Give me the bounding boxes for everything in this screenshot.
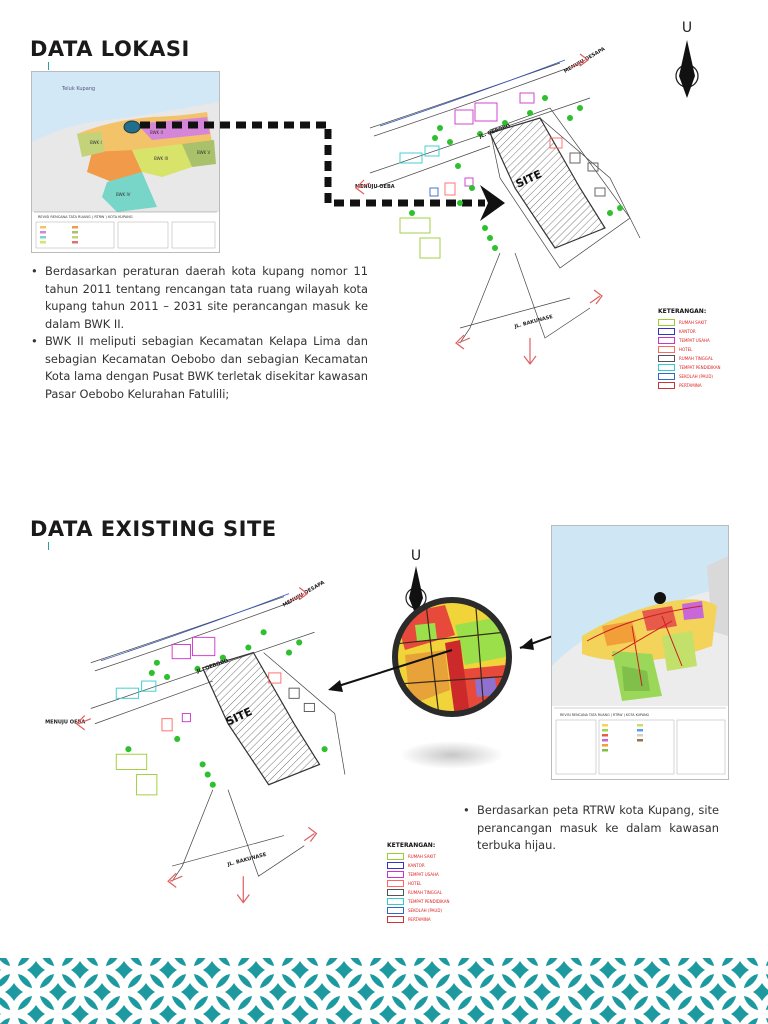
title-accent-tick — [48, 62, 49, 70]
section-title-lokasi: DATA LOKASI — [30, 37, 190, 61]
svg-text:MENUJU OESAPA: MENUJU OESAPA — [563, 46, 607, 75]
legend-title: KETERANGAN: — [387, 842, 436, 849]
svg-text:BWK V: BWK V — [197, 150, 211, 155]
legend-item: TEMPAT PENDIDIKAN — [658, 363, 758, 372]
bullet-list-existing-site — [463, 802, 719, 855]
svg-text:JL. BAKUNASE: JL. BAKUNASE — [226, 851, 268, 868]
legend-item: KANTOR — [658, 327, 758, 336]
legend-box — [658, 308, 758, 390]
legend-item: HOTEL — [387, 879, 487, 888]
site-label: SITE — [513, 167, 544, 191]
north-label: U — [681, 20, 693, 36]
section-title-existing-site: DATA EXISTING SITE — [30, 517, 277, 541]
svg-text:MENUJU OEBA: MENUJU OEBA — [45, 719, 86, 726]
legend-item: TEMPAT USAHA — [658, 336, 758, 345]
legend-item: PERTAMINA — [387, 915, 487, 924]
svg-text:REVISI RENCANA TATA RUANG ( RT: REVISI RENCANA TATA RUANG ( RTRW ) KOTA KUPANG — [560, 713, 650, 717]
legend-item: KANTOR — [387, 861, 487, 870]
bullet-item: • BWK II meliputi sebagian Kecamatan Kelapa Lima dan sebagian Kecamatan Oebobo dan sebagian Kecamatan Kota lama dengan Pusat BWK terletak disekitar kawasan Pasar Oebobo Kelurahan Fatulili; — [31, 333, 368, 403]
legend-item: TEMPAT PENDIDIKAN — [387, 897, 487, 906]
svg-text:JL. OEBOBO: JL. OEBOBO — [478, 123, 512, 140]
rtrw-map-image — [551, 525, 729, 780]
svg-text:MENUJU OEBA: MENUJU OEBA — [355, 184, 395, 190]
svg-text:BWK II: BWK II — [150, 130, 163, 135]
site-label: SITE — [223, 705, 255, 729]
legend-item: PERTAMINA — [658, 381, 758, 390]
legend-item: TEMPAT USAHA — [387, 870, 487, 879]
legend-item: HOTEL — [658, 345, 758, 354]
bullet-item: • Berdasarkan peraturan daerah kota kupang nomor 11 tahun 2011 tentang rencangan tata ruang wilayah kota kupang tahun 2011 – 2031 site perancangan masuk ke dalam BWK II. — [31, 263, 368, 333]
svg-text:JL. OEBOBO: JL. OEBOBO — [196, 657, 230, 675]
sea-label: Teluk Kupang — [62, 86, 96, 92]
svg-text:MENUJU OESAPA: MENUJU OESAPA — [281, 579, 326, 609]
site-plan-drawing — [340, 38, 645, 370]
svg-text:BWK III: BWK III — [154, 156, 168, 161]
svg-text:JL. BAKUNASE: JL. BAKUNASE — [513, 313, 554, 330]
legend-item: SEKOLAH (PAUD) — [658, 372, 758, 381]
footer-pattern-band — [0, 958, 768, 1024]
legend-title: KETERANGAN: — [658, 308, 707, 315]
site-plan-drawing-existing — [40, 570, 350, 910]
legend-item: SEKOLAH (PAUD) — [387, 906, 487, 915]
north-arrow-icon — [669, 20, 705, 100]
legend-item: RUMAH SAKIT — [387, 852, 487, 861]
legend-item: RUMAH SAKIT — [658, 318, 758, 327]
legend-item: RUMAH TINGGAL — [387, 888, 487, 897]
legend-item: RUMAH TINGGAL — [658, 354, 758, 363]
bullet-list-lokasi — [31, 263, 368, 403]
north-label: U — [410, 548, 422, 564]
svg-text:REVISI RENCANA TATA RUANG ( RT: REVISI RENCANA TATA RUANG ( RTRW ) KOTA KUPANG — [38, 215, 133, 219]
svg-text:BWK I: BWK I — [90, 140, 102, 145]
title-accent-tick — [48, 542, 49, 550]
svg-text:BWK IV: BWK IV — [116, 192, 131, 197]
bullet-item: • Berdasarkan peta RTRW kota Kupang, site perancangan masuk ke dalam kawasan terbuka hijau. — [463, 802, 719, 855]
